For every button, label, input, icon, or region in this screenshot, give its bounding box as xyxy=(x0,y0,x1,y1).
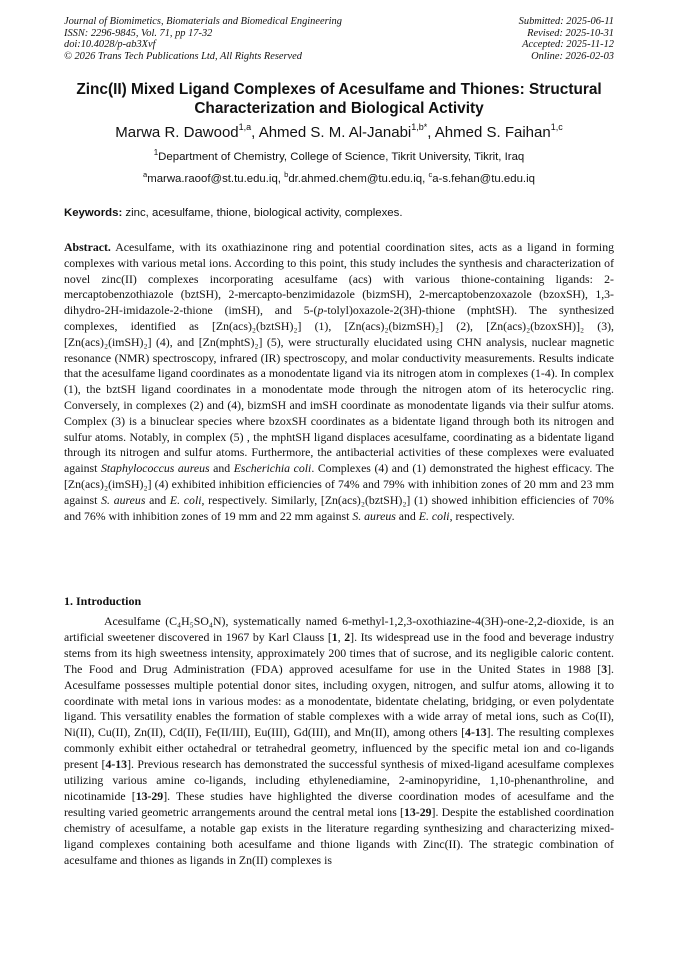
citation-link[interactable]: 13-29 xyxy=(135,788,164,803)
email-sup: b xyxy=(284,170,289,179)
keywords xyxy=(64,206,624,220)
intro-text: ]. Previous research has demonstrated the successful synthesis of mixed-ligand acesulfame complexes utilizing various amine co-ligands, including ethylenediamine, 2-aminopyridine, 1,10-phenanthroline, and nicotinamide [ xyxy=(64,757,614,803)
section-heading-introduction: 1. Introduction xyxy=(64,594,142,608)
citation-link[interactable]: 3 xyxy=(601,661,608,676)
email-link[interactable]: marwa.raoof@st.tu.edu.iq xyxy=(147,173,278,185)
email-link[interactable]: dr.ahmed.chem@tu.edu.iq xyxy=(288,173,423,185)
title-line-2: Characterization and Biological Activity xyxy=(194,100,484,117)
intro-text: ]. Acesulfame possesses multiple potential donor sites, including oxygen, nitrogen, and sulfur atoms, allowing it to coordinate with metal ions in various modes: as a monodentate, bidentate chelating, bridging, or even polydentate ligand. This versatility enables the formation of stable complexes with a wide array of metal ions, such as Co(II), Ni(II), Cu(II), Zn(II), Cd(II), Fe(II/III), Eu(III), Gd(III), and Mn(II), among others [ xyxy=(64,661,614,740)
species-name: S. aureus xyxy=(352,508,396,523)
intro-text: ]. Its widespread use in the food and beverage industry stems from its high sweetness intensity, approximately 200 times that of sucrose, and its negligible caloric content. The Food and Drug Administration (FDA) approved acesulfame for use in the United States in 1988 [ xyxy=(64,629,614,676)
author-name: Ahmed S. M. Al-Janabi xyxy=(258,124,412,141)
email-sup: a xyxy=(143,170,148,179)
intro-text: Acesulfame (C₄H₅SO₄N), systematically named 6-methyl-1,2,3-oxothiazine-4(3H)-one-2,2-dioxide, is an artificial sweetener discovered in 1967 by Karl Clauss [ xyxy=(64,614,614,644)
author-list: Marwa R. Dawood$^{1,a}$, Ahmed S. M. Al-Janabi$^{1,b*}$, Ahmed S. Faihan$^{1,c}$ xyxy=(115,122,563,141)
publication-dates xyxy=(414,16,614,62)
intro-text: ]. Despite the established coordination chemistry of acesulfame, a notable gap exists in the literature regarding synthesizing and characterizing mixed-ligand complexes containing both acesulfame and thione ligands with Zinc(II). The strategic combination of acesulfame and thiones as ligands in Zn(II) complexes is xyxy=(64,804,614,867)
abstract-text: -tolyl)oxazole-2(3H)-thione (mphtSH). The synthesized complexes, identified as [Zn(acs)₂(bztSH)₂] (1), [Zn(acs)₂(bizmSH)₂] (2), [Zn(acs)₂(bzoxSH)]₂ (3), [Zn(acs)₂(imSH)₂] (4), and [Zn(mphtS)₂] (5), were structurally elucidated using CHN analysis, nuclear magnetic resonance (NMR) spectroscopy, infrared (IR) spectroscopy, and molar conductivity measurements. Results indicate that the acesulfame ligand coordinates as a monodentate ligand via its nitrogen atom in complexes (1-4). In complex (1), the bztSH ligand coordinates in a monodentate mode through the nitrogen atom of its heterocyclic ring. Conversely, in complexes (2) and (4), bizmSH and imSH coordinate as monodentate ligands via their sulfur atoms. Complex (3) is a binuclear species where bzoxSH coordinates as a bidentate ligand through both its nitrogen and sulfur atoms. Notably, in complex (5) , the mphtSH ligand displaces acesulfame, coordinating as a bidentate ligand through its nitrogen and sulfur atoms. Furthermore, the antibacterial activities of these complexes were evaluated against xyxy=(64,303,614,476)
email-sup: c xyxy=(428,170,433,179)
affiliation-text: Department of Chemistry, College of Science, Tikrit University, Tikrit, Iraq xyxy=(158,151,525,163)
author-name: Marwa R. Dawood xyxy=(115,124,239,141)
citation-link[interactable]: 13-29 xyxy=(403,804,432,819)
online-date: Online: 2026-02-03 xyxy=(531,50,614,62)
abstract-label: Abstract. xyxy=(64,240,111,254)
doi[interactable]: doi:10.4028/p-ab3Xvf xyxy=(64,39,156,51)
abstract-text: . Complexes (4) and (1) demonstrated the highest efficacy. The [Zn(acs)₂(imSH)₂] (4) exhibited inhibition efficiencies of 74% and 79% with inhibition zones of 20 mm and 23 mm against xyxy=(64,461,614,507)
citation-link[interactable]: 4-13 xyxy=(105,757,128,772)
accepted-date: Accepted: 2025-11-12 xyxy=(522,39,614,51)
paper-title xyxy=(40,80,638,118)
email-link[interactable]: a-s.fehan@tu.edu.iq xyxy=(432,173,535,185)
keywords-label: Keywords: xyxy=(64,207,123,219)
abstract xyxy=(64,240,614,524)
revised-date: Revised: 2025-10-31 xyxy=(527,27,614,39)
species-name: Escherichia coli xyxy=(233,461,312,476)
copyright: © 2026 Trans Tech Publications Ltd, All Rights Reserved xyxy=(64,50,302,62)
journal-header xyxy=(64,16,404,62)
citation-link[interactable]: 1 xyxy=(331,629,338,644)
citation-link[interactable]: 2 xyxy=(344,629,351,644)
abstract-text: , respectively. xyxy=(449,508,515,523)
affiliation xyxy=(20,150,658,164)
author-sup: 1,a xyxy=(238,122,252,132)
author-sup: 1,c xyxy=(550,122,563,132)
abstract-text: and xyxy=(145,492,170,507)
abstract-text: and xyxy=(209,461,234,476)
species-name: E. coli xyxy=(418,508,450,523)
introduction-paragraph xyxy=(64,614,614,869)
abstract-text: Acesulfame, with its oxathiazinone ring and potential coordination sites, acts as a ligand in forming complexes with various metal ions. According to this point, this study includes the synthesis and characterization of novel zinc(II) complexes incorporating acesulfame (acs) with various thione-containing ligands: 2-mercaptobenzothiazole (bztSH), 2-mercapto-benzimidazole (bizmSH), 2-mercaptobenzoxazole (bzoxSH), 1,3-dihydro-2H-imidazole-2-thione (imSH), and 5-( xyxy=(64,240,614,318)
abstract-italic: p xyxy=(317,303,324,318)
abstract-text: and xyxy=(395,508,419,523)
author-name: Ahmed S. Faihan xyxy=(434,124,551,141)
intro-text: ]. The resulting complexes commonly exhibit either octahedral or tetrahedral geometry, influenced by the specific metal ion and co-ligands present [ xyxy=(64,725,614,772)
intro-text: ]. These studies have highlighted the diverse coordination modes of acesulfame and the resulting varied geometric arrangements around the central metal ions [ xyxy=(64,788,614,819)
submitted-date: Submitted: 2025-06-11 xyxy=(518,16,614,27)
issn-volume: ISSN: 2296-9845, Vol. 71, pp 17-32 xyxy=(64,27,213,39)
species-name: S. aureus xyxy=(101,492,146,507)
abstract-text: , respectively. Similarly, [Zn(acs)₂(bztSH)₂] (1) showed inhibition efficiencies of 70% and 76% with inhibition zones of 19 mm and 22 mm against xyxy=(64,492,614,523)
citation-link[interactable]: 4-13 xyxy=(465,725,487,740)
journal-name: Journal of Biomimetics, Biomaterials and Biomedical Engineering xyxy=(64,16,342,27)
species-name: E. coli xyxy=(169,492,202,507)
species-name: Staphylococcus aureus xyxy=(100,461,210,476)
title-line-1: Zinc(II) Mixed Ligand Complexes of Acesulfame and Thiones: Structural xyxy=(76,81,602,98)
intro-text: , xyxy=(337,629,345,644)
author-emails: $^a$marwa.raoof@st.tu.edu.iq, $^b$dr.ahmed.chem@tu.edu.iq, $^c$a-s.fehan@tu.edu.iq xyxy=(143,170,535,185)
keywords-text: zinc, acesulfame, thione, biological activity, complexes. xyxy=(125,207,403,219)
affiliation-sup: 1 xyxy=(153,148,159,157)
author-sup: 1,b* xyxy=(411,122,428,132)
